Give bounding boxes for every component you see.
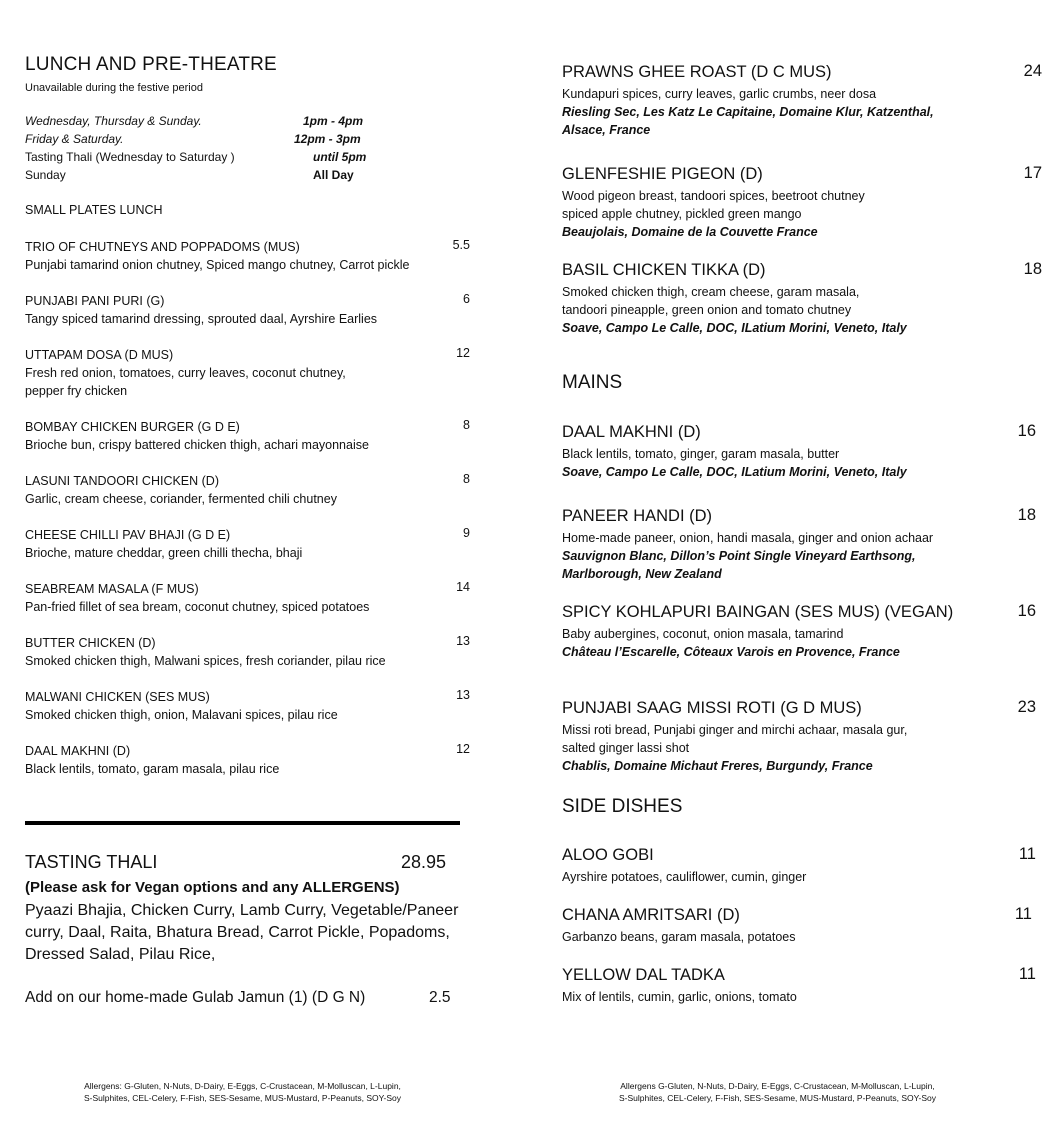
thali-description [25, 900, 458, 966]
wine-pairing: Chablis, Domaine Michaut Freres, Burgundy, France [562, 759, 873, 773]
item-price: 11 [1014, 905, 1032, 923]
item-price: 9 [463, 526, 470, 540]
item-title: YELLOW DAL TADKA [562, 966, 725, 984]
lunch-item [25, 688, 338, 724]
starter-item [562, 260, 907, 337]
thali-title: TASTING THALI [25, 852, 158, 872]
wine-pairing: Beaujolais, Domaine de la Couvette France [562, 225, 818, 239]
item-title: TRIO OF CHUTNEYS AND POPPADOMS (MUS) [25, 240, 300, 254]
item-desc: tandoori pineapple, green onion and tomato chutney [562, 303, 852, 317]
wine-pairing: Château l’Escarelle, Côteaux Varois en Provence, France [562, 645, 900, 659]
lunch-item [25, 292, 377, 328]
item-desc: Smoked chicken thigh, cream cheese, garam masala, [562, 285, 860, 299]
item-title: CHANA AMRITSARI (D) [562, 906, 740, 924]
hours-time-3: until 5pm [313, 150, 367, 164]
item-desc: Ayrshire potatoes, cauliflower, cumin, ginger [562, 870, 807, 884]
item-desc: Smoked chicken thigh, Malwani spices, fresh coriander, pilau rice [25, 654, 386, 668]
side-dishes-heading: SIDE DISHES [562, 796, 683, 817]
item-desc: Wood pigeon breast, tandoori spices, beetroot chutney [562, 189, 865, 203]
wine-pairing: Sauvignon Blanc, Dillon’s Point Single Vineyard Earthsong, [562, 549, 916, 563]
item-title: BUTTER CHICKEN (D) [25, 636, 156, 650]
item-title: SEABREAM MASALA (F MUS) [25, 582, 199, 596]
item-desc: Brioche bun, crispy battered chicken thigh, achari mayonnaise [25, 438, 369, 452]
item-desc: Brioche, mature cheddar, green chilli thecha, bhaji [25, 546, 303, 560]
lunch-item [25, 742, 279, 778]
item-title: BOMBAY CHICKEN BURGER (G D E) [25, 420, 240, 434]
wine-pairing: Riesling Sec, Les Katz Le Capitaine, Domaine Klur, Katzenthal, [562, 105, 934, 119]
item-price: 12 [456, 346, 470, 360]
lunch-item [25, 238, 409, 274]
item-price: 18 [1017, 506, 1036, 524]
item-title: DAAL MAKHNI (D) [562, 423, 701, 441]
item-desc: Smoked chicken thigh, onion, Malavani spices, pilau rice [25, 708, 338, 722]
wine-pairing: Marlborough, New Zealand [562, 567, 722, 581]
item-desc: Tangy spiced tamarind dressing, sprouted daal, Ayrshire Earlies [25, 312, 378, 326]
lunch-item [25, 418, 369, 454]
item-title: DAAL MAKHNI (D) [25, 744, 131, 758]
item-price: 8 [463, 418, 470, 432]
item-title: LASUNI TANDOORI CHICKEN (D) [25, 474, 220, 488]
item-title: PUNJABI SAAG MISSI ROTI (G D MUS) [562, 699, 862, 717]
item-desc: Pan-fried fillet of sea bream, coconut chutney, spiced potatoes [25, 600, 370, 614]
item-title: GLENFESHIE PIGEON (D) [562, 165, 763, 183]
main-item [562, 602, 953, 661]
thali-note: (Please ask for Vegan options and any ALLERGENS) [25, 879, 400, 896]
side-item [562, 845, 806, 886]
item-title: SPICY KOHLAPURI BAINGAN (SES MUS) (VEGAN) [562, 603, 954, 621]
item-price: 13 [456, 634, 470, 648]
item-title: BASIL CHICKEN TIKKA (D) [562, 261, 766, 279]
item-title: UTTAPAM DOSA (D MUS) [25, 348, 174, 362]
item-title: ALOO GOBI [562, 846, 654, 864]
item-price: 14 [456, 580, 470, 594]
hours-time-1: 1pm - 4pm [303, 114, 364, 128]
wine-pairing: Soave, Campo Le Calle, DOC, ILatium Morini, Veneto, Italy [562, 465, 907, 479]
item-desc: Black lentils, tomato, garam masala, pilau rice [25, 762, 280, 776]
lunch-item [25, 634, 386, 670]
item-title: MALWANI CHICKEN (SES MUS) [25, 690, 210, 704]
allergen-footer-left: Allergens: G-Gluten, N-Nuts, D-Dairy, E-Eggs, C-Crustacean, M-Molluscan, L-Lupin, S-Sulphites, CEL-Celery, F-Fish, SES-Sesame, MUS-Mustard, P-Peanuts, SOY-Soy [84, 1081, 401, 1103]
thali-line: Pyaazi Bhajia, Chicken Curry, Lamb Curry, Vegetable/Paneer [25, 902, 459, 919]
item-desc: spiced apple chutney, pickled green mango [562, 207, 802, 221]
main-item [562, 422, 907, 481]
item-price: 13 [456, 688, 470, 702]
item-desc: Punjabi tamarind onion chutney, Spiced mango chutney, Carrot pickle [25, 258, 410, 272]
item-desc: Home-made paneer, onion, handi masala, ginger and onion achaar [562, 531, 934, 545]
lunch-item [25, 526, 302, 562]
item-desc: salted ginger lassi shot [562, 741, 690, 755]
side-item [562, 905, 795, 946]
item-price: 24 [1023, 62, 1042, 80]
item-desc: Garbanzo beans, garam masala, potatoes [562, 930, 796, 944]
item-title: CHEESE CHILLI PAV BHAJI (G D E) [25, 528, 231, 542]
item-title: PANEER HANDI (D) [562, 507, 713, 525]
wine-pairing: Alsace, France [562, 123, 651, 137]
item-desc: Black lentils, tomato, ginger, garam masala, butter [562, 447, 840, 461]
mains-heading: MAINS [562, 372, 623, 393]
hours-time-2: 12pm - 3pm [294, 132, 361, 146]
hours-day-3: Tasting Thali (Wednesday to Saturday ) [25, 150, 235, 164]
item-price: 11 [1018, 965, 1036, 983]
section-divider [25, 821, 460, 825]
thali-line: curry, Daal, Raita, Bhatura Bread, Carrot Pickle, Popadoms, [25, 924, 450, 941]
lunch-item [25, 346, 346, 400]
item-price: 6 [463, 292, 470, 306]
main-item [562, 506, 933, 583]
item-title: PUNJABI PANI PURI (G) [25, 294, 165, 308]
item-price: 17 [1023, 164, 1042, 182]
wine-pairing: Soave, Campo Le Calle, DOC, ILatium Morini, Veneto, Italy [562, 321, 907, 335]
item-price: 11 [1018, 845, 1036, 863]
starter-item [562, 164, 865, 241]
side-item [562, 965, 797, 1006]
lunch-item [25, 580, 369, 616]
item-desc: Kundapuri spices, curry leaves, garlic crumbs, neer dosa [562, 87, 877, 101]
main-item [562, 698, 907, 775]
addon-price: 2.5 [429, 989, 451, 1006]
item-desc: Garlic, cream cheese, coriander, fermented chili chutney [25, 492, 337, 506]
thali-line: Dressed Salad, Pilau Rice, [25, 946, 216, 963]
item-desc: Mix of lentils, cumin, garlic, onions, tomato [562, 990, 797, 1004]
hours-day-2: Friday & Saturday. [25, 132, 124, 146]
hours-day-4: Sunday [25, 168, 66, 182]
item-price: 23 [1017, 698, 1036, 716]
small-plates-title: SMALL PLATES LUNCH [25, 203, 163, 217]
item-desc: Baby aubergines, coconut, onion masala, tamarind [562, 627, 844, 641]
item-price: 18 [1023, 260, 1042, 278]
item-desc: pepper fry chicken [25, 384, 128, 398]
thali-price: 28.95 [401, 852, 447, 872]
item-price: 8 [463, 472, 470, 486]
item-price: 16 [1017, 602, 1036, 620]
addon-text: Add on our home-made Gulab Jamun (1) (D G N) [25, 989, 366, 1006]
festive-note: Unavailable during the festive period [25, 82, 203, 94]
lunch-heading: LUNCH AND PRE-THEATRE [25, 54, 277, 75]
item-price: 5.5 [452, 238, 470, 252]
starter-item [562, 62, 934, 139]
allergen-footer-right: Allergens G-Gluten, N-Nuts, D-Dairy, E-Eggs, C-Crustacean, M-Molluscan, L-Lupin, S-Sulphites, CEL-Celery, F-Fish, SES-Sesame, MUS-Mustard, P-Peanuts, SOY-Soy [619, 1081, 936, 1103]
item-desc: Fresh red onion, tomatoes, curry leaves, coconut chutney, [25, 366, 346, 380]
lunch-item [25, 472, 337, 508]
hours-time-4: All Day [313, 168, 354, 182]
hours-day-1: Wednesday, Thursday & Sunday. [25, 114, 202, 128]
item-price: 12 [456, 742, 470, 756]
item-desc: Missi roti bread, Punjabi ginger and mirchi achaar, masala gur, [562, 723, 908, 737]
item-title: PRAWNS GHEE ROAST (D C MUS) [562, 63, 832, 81]
item-price: 16 [1017, 422, 1036, 440]
